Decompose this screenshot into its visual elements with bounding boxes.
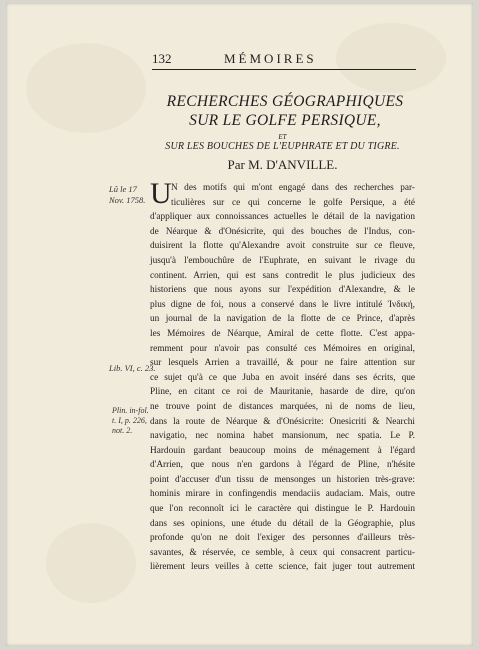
text-line: ticulières sur ce qui concerne le golfe Persique, a été <box>171 197 415 208</box>
text-line: de Néarque & d'Onésicrite, qui des bouches de l'Indus, con- <box>150 226 415 237</box>
text-line: duisirent la flotte qu'Alexandre avoit construite sur ce fleuve, <box>150 241 415 252</box>
margin-plin-line-3: not. 2. <box>112 426 133 435</box>
text-line: dans ses opinions, une étude du détail de la Géographie, plus <box>150 518 415 529</box>
author-line: Par M. D'ANVILLE. <box>227 157 338 172</box>
text-line: N des motifs qui m'ont engagé dans des recherches par- <box>171 183 415 193</box>
text-line: ne trouve point de distances marquées, ni de noms de lieu, <box>150 401 415 412</box>
margin-plin-line-2: t. I, p. 226, <box>112 416 147 425</box>
paper-stain <box>46 523 136 603</box>
text-line: savantes, & réservée, ce semble, à ceux qui consacrent particu- <box>150 547 415 558</box>
title-line-2: SUR LE GOLFE PERSIQUE, <box>189 112 381 129</box>
text-line: jusqu'à l'embouchûre de l'Euphrate, en suivant le rivage du <box>150 255 415 266</box>
title-line-1: RECHERCHES GÉOGRAPHIQUES <box>166 93 404 110</box>
margin-date-line-1: Lû le 17 <box>109 184 137 194</box>
running-head: MÉMOIRES <box>224 51 317 66</box>
text-line: les Mémoires de Néarque, Amiral de cette flotte. C'est appa- <box>150 328 415 339</box>
margin-note-date <box>109 184 145 206</box>
margin-note-lib: Lib. VI, c. 23. <box>109 363 156 373</box>
text-line: plus digne de foi, nous a conservé dans le livre intitulé Ἰνδική, <box>150 299 415 310</box>
text-line: d'Arrien, que nous n'en gardons à l'égard de Pline, n'hésite <box>150 460 415 471</box>
text-line: sur lesquels Arrien a travaillé, & pour ne faire attention sur <box>150 358 415 369</box>
text-line: Pline, en citant ce roi de Mauritanie, hasarde de dire, qu'on <box>150 387 415 398</box>
margin-date-line-2: Nov. 1758. <box>109 195 146 205</box>
page-header <box>152 53 416 70</box>
text-line: continent. Arrien, qui est sans contredit le plus judicieux des <box>150 270 415 281</box>
text-line: d'appliquer aux connoissances actuelles le détail de la navigation <box>150 212 415 223</box>
text-line: ce sujet qu'à ce que Juba en avoit inséré dans ses écrits, que <box>150 372 415 383</box>
margin-note-plin <box>112 406 149 436</box>
paper-stain <box>26 43 146 133</box>
text-line: un journal de la navigation de la flotte de ce Prince, d'après <box>150 314 415 325</box>
drop-cap: U <box>150 177 172 210</box>
text-line: hominis mirare in confingendis mendaciis audaciam. Mais, outre <box>150 489 415 500</box>
text-line: navigatio, nec nomina habet mansionum, nec spatia. Le P. <box>150 431 415 442</box>
text-line: remment pour n'avoir pas consulté ces Mémoires en original, <box>150 343 415 354</box>
text-line: point d'accuser d'un tissu de mensonges un historien très-grave: <box>150 474 415 485</box>
title-et: ET <box>278 133 287 141</box>
text-line: historiens que nous ayons sur l'expédition d'Alexandre, & le <box>150 285 415 296</box>
margin-plin-line-1: Plin. in-fol. <box>112 406 149 415</box>
body-text <box>150 177 415 575</box>
text-line: dans la route de Néarque & d'Onésicrite: Onesicriti & Nearchi <box>150 416 415 427</box>
page-number: 132 <box>152 51 172 66</box>
title-line-3: SUR LES BOUCHES DE L'EUPHRATE ET DU TIGRE. <box>165 141 400 152</box>
text-line: que l'on reconnoît ici le caractère qui distingue le P. Hardouin <box>150 504 415 515</box>
text-line: lièrement leurs veilles à cette science, fait juger tout autrement <box>150 562 415 573</box>
text-line: Hardouin gardant beaucoup moins de ménagement à l'égard <box>150 445 415 456</box>
text-line: profonde qu'on ne doit l'exiger des personnes d'ailleurs très- <box>150 533 415 544</box>
